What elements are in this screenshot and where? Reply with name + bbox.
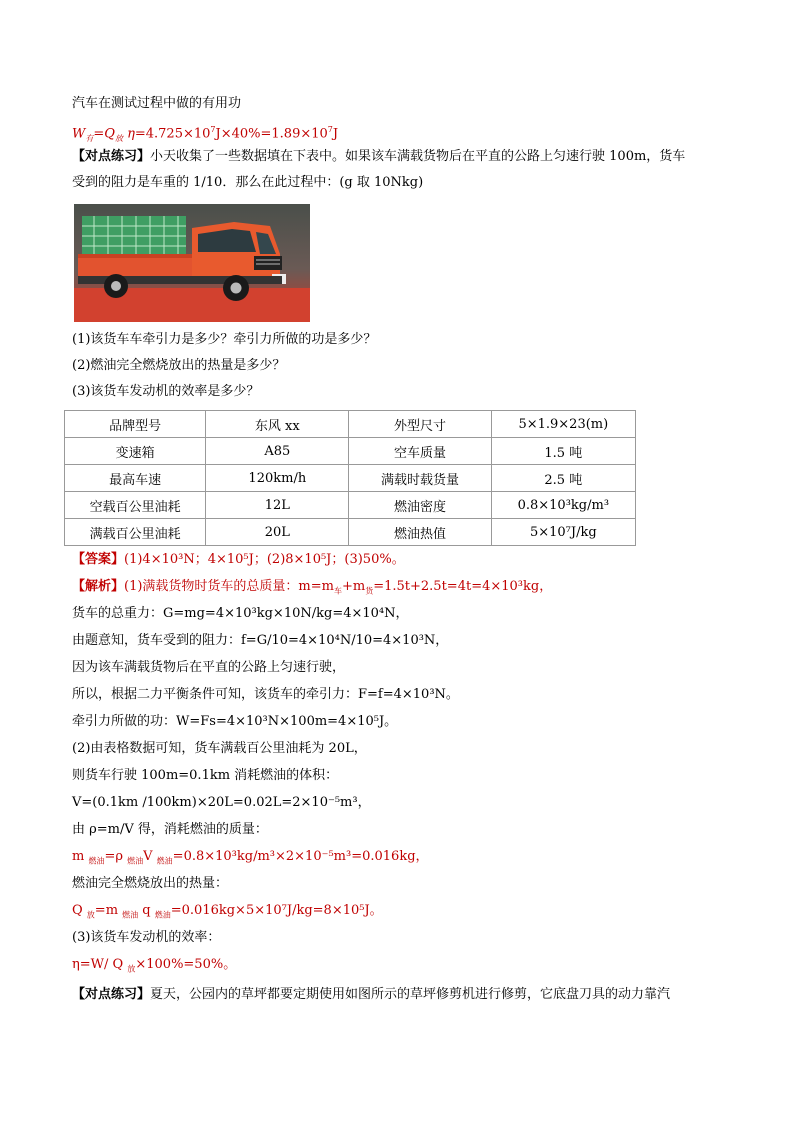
- question-3: (3)该货车发动机的效率是多少？: [72, 384, 260, 399]
- analysis-line: (2)由表格数据可知，货车满载百公里油耗为 20L，: [72, 741, 367, 756]
- analysis-tag: 【解析】: [72, 579, 125, 594]
- analysis-line: 由 ρ=m/V 得，消耗燃油的质量：: [72, 822, 268, 837]
- analysis-line: V=(0.1km /100km)×20L=0.02L=2×10⁻⁵m³，: [72, 795, 371, 810]
- efficiency-formula: η=W/ Q $_放$×100%=50%。: [72, 957, 237, 974]
- analysis-line: 所以，根据二力平衡条件可知，该货车的牵引力：F=f=4×10³N。: [72, 687, 459, 702]
- heat-label: 燃油完全燃烧放出的热量：: [72, 876, 229, 891]
- fuel-mass-formula: m $_{燃油}$=ρ $_{燃油}$V $_{燃油}$=0.8×10³kg/m³×2×10⁻⁵m³=0.016kg，: [72, 849, 429, 866]
- practice-1-line-1: 【对点练习】小天收集了一些数据填在下表中。如果该车满载货物后在平直的公路上匀速行驶 100m，货车: [72, 149, 686, 164]
- truck-photo: [74, 204, 310, 322]
- table-row: 品牌型号 东风 xx 外型尺寸 5×1.9×23(m): [65, 411, 636, 438]
- analysis-line: 由题意知，货车受到的阻力：f=G/10=4×10⁴N/10=4×10³N，: [72, 633, 449, 648]
- table-row: 变速箱 A85 空车质量 1.5 吨: [65, 438, 636, 465]
- intro-text: 汽车在测试过程中做的有用功: [72, 96, 242, 111]
- question-2: (2)燃油完全燃烧放出的热量是多少？: [72, 358, 286, 373]
- practice-tag: 【对点练习】: [72, 987, 151, 1002]
- analysis-line-1: 【解析】(1)满载货物时货车的总质量：$m=m_车+m_货=1.5t+2.5t=4t=4\times 10^3kg$，: [72, 579, 553, 596]
- practice-tag: 【对点练习】: [72, 149, 151, 164]
- analysis-line: 货车的总重力：G=mg=4×10³kg×10N/kg=4×10⁴N，: [72, 606, 409, 621]
- table-row: 满载百公里油耗 20L 燃油热值 5×10⁷J/kg: [65, 519, 636, 546]
- efficiency-label: (3)该货车发动机的效率：: [72, 930, 221, 945]
- truck-spec-table: [64, 410, 636, 546]
- practice-2-line: 【对点练习】夏天，公园内的草坪都要定期使用如图所示的草坪修剪机进行修剪，它底盘刀具的动力靠汽: [72, 987, 671, 1002]
- useful-work-formula: $W_有=Q_放$ $\eta=4.725\times 10^7J\times 40\%=1.89\times 10^7J$: [72, 125, 339, 143]
- analysis-line: 牵引力所做的功：W=Fs=4×10³N×100m=4×10⁵J。: [72, 714, 398, 729]
- answer-tag: 【答案】: [72, 552, 125, 567]
- heat-formula: Q $_放$=m $_{燃油}$ q $_{燃油}$=0.016kg×5×10⁷J/kg=8×10⁵J。: [72, 903, 383, 920]
- table-row: 空载百公里油耗 12L 燃油密度 0.8×10³kg/m³: [65, 492, 636, 519]
- table-row: 最高车速 120km/h 满载时载货量 2.5 吨: [65, 465, 636, 492]
- analysis-line: 因为该车满载货物后在平直的公路上匀速行驶，: [72, 660, 346, 675]
- answer-line: 【答案】(1)4×10³N；4×10⁵J；(2)8×10⁵J；(3)50%。: [72, 552, 405, 567]
- analysis-line: 则货车行驶 100m=0.1km 消耗燃油的体积：: [72, 768, 339, 783]
- question-1: (1)该货车车牵引力是多少？牵引力所做的功是多少？: [72, 332, 377, 347]
- practice-1-line-2: 受到的阻力是车重的 1/10．那么在此过程中：(g 取 10Nkg): [72, 175, 424, 190]
